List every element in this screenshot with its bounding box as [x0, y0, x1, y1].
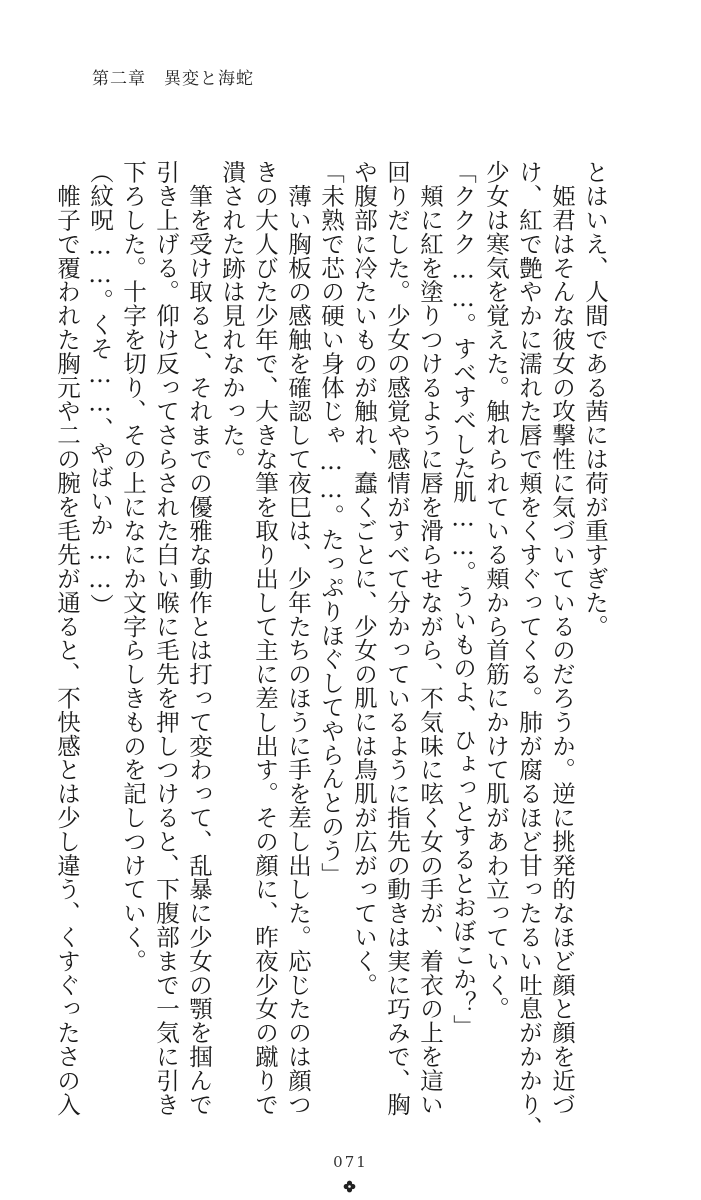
text-line: 「ククク……。すべすべした肌……。ういものよ、ひょっとするとおぼこか？」 — [449, 160, 477, 1039]
text-line: や腹部に冷たいものが触れ、蠢くごとに、少女の肌には鳥肌が広がっていく。 — [350, 160, 378, 997]
vertical-body-text — [50, 160, 611, 1140]
text-line: 筆を受け取ると、それまでの優雅な動作とは打って変わって、乱暴に少女の顎を掴んで — [185, 160, 213, 1116]
text-line: 姫君はそんな彼女の攻撃性に気づいているのだろうか。逆に挑発的なほど顔と顔を近づ — [548, 160, 576, 1116]
text-line: 引き上げる。仰け反ってさらされた白い喉に毛先を押しつけると、下腹部まで一気に引き — [152, 160, 180, 1116]
page-number: 071 — [333, 1153, 368, 1171]
text-line: 頬に紅を塗りつけるように唇を滑らせながら、不気味に呟く女の手が、着衣の上を這い — [416, 160, 444, 1117]
text-line: 帷子で覆われた胸元や二の腕を毛先が通ると、不快感とは少し違う、くすぐったさの入 — [53, 160, 81, 1116]
running-head-chapter-title: 第二章 異変と海蛇 — [92, 69, 254, 89]
text-line: 「未熟で芯の硬い身体じゃ……。たっぷりほぐしてやらんとのう」 — [317, 160, 345, 886]
flower-ornament-icon — [343, 1180, 356, 1193]
text-line: け、紅で艶やかに濡れた唇で頬をくすぐってくる。肺が腐るほど甘ったるい吐息がかかり、 — [515, 160, 543, 1140]
text-line: とはいえ、人間である茜には荷が重すぎた。 — [581, 160, 609, 638]
text-line: 潰された跡は見れなかった。 — [218, 160, 246, 471]
text-line: きの大人びた少年で、大きな筆を取り出して主に差し出す。その顔に、昨夜少女の蹴りで — [251, 160, 279, 1116]
text-line: 少女は寒気を覚えた。触れられている頬から首筋にかけて肌があわ立っていく。 — [482, 160, 510, 1021]
text-line: （紋呪……。くそ……、やばいか……） — [86, 160, 114, 618]
text-line: 薄い胸板の感触を確認して夜巳は、少年たちのほうに手を差し出した。応じたのは顔つ — [284, 160, 312, 1116]
text-line: 下ろした。十字を切り、その上になにか文字らしきものを記しつけていく。 — [119, 160, 147, 973]
text-line: 回りだした。少女の感覚や感情がすべて分かっているように指先の動きは実に巧みで、胸 — [383, 160, 411, 1116]
